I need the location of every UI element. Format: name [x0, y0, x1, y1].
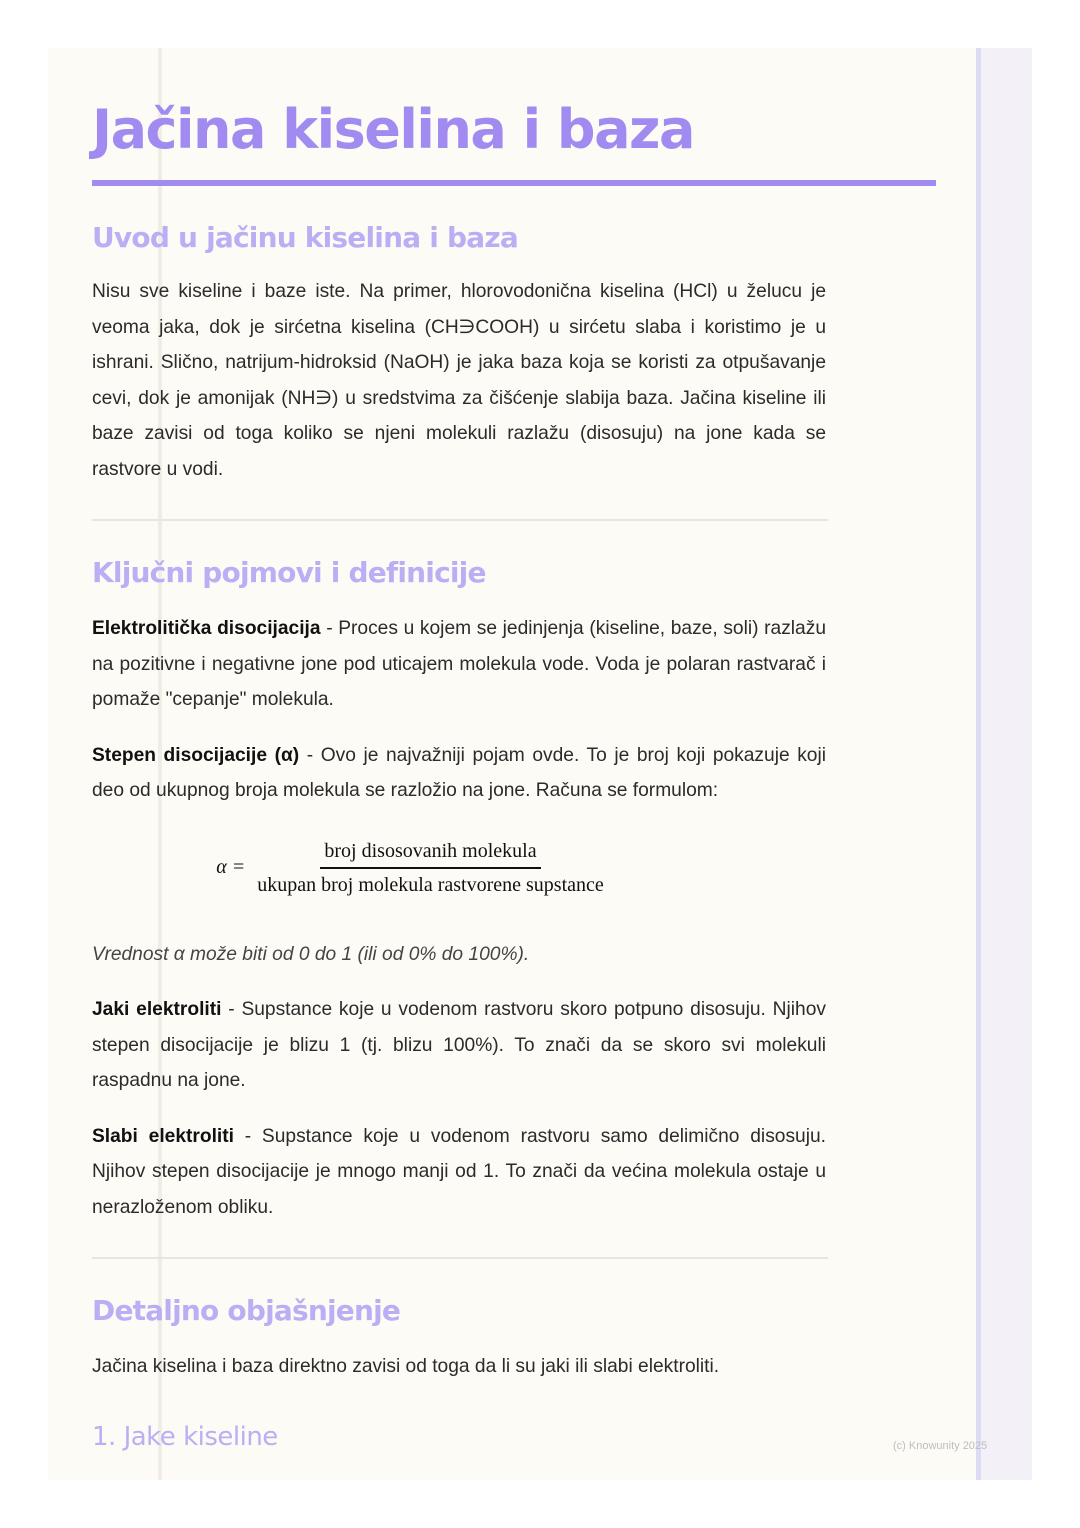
right-margin-strip	[976, 48, 1032, 1480]
definition-strong-electrolytes	[92, 992, 826, 1099]
page-title: Jačina kiselina i baza	[92, 98, 694, 161]
subheading-strong-acids: 1. Jake kiseline	[92, 1421, 278, 1452]
definition-text: - Ovo je najvažniji pojam ovde. To je broj koji pokazuje koji deo od ukupnog broja molekula se razložio na jone. Računa se formulom:	[92, 744, 826, 801]
definition-text: - Supstance koje u vodenom rastvoru samo delimično disosuju. Njihov stepen disocijacije je mnogo manji od 1. To znači da većina molekula ostaje u nerazloženom obliku.	[92, 1125, 826, 1218]
formula-fraction	[253, 839, 608, 897]
document-content	[92, 96, 826, 1455]
definition-text: - Proces u kojem se jedinjenja (kiseline, baze, soli) razlažu na pozitivne i negativne jone pod uticajem molekula vode. Voda je polaran rastvarač i pomaže "cepanje" molekula.	[92, 618, 826, 710]
term-degree-of-dissociation: Stepen disocijacije (α)	[92, 744, 300, 766]
document-page	[48, 48, 1032, 1480]
details-paragraph: Jačina kiselina i baza direktno zavisi od toga da li su jaki ili slabi elektroliti.	[92, 1356, 720, 1377]
alpha-range-note: Vrednost α može biti od 0 do 1 (ili od 0% do 100%).	[92, 943, 530, 965]
definition-degree-of-dissociation	[92, 738, 826, 809]
section-heading-key-terms: Ključni pojmovi i definicije	[92, 556, 486, 589]
term-strong-electrolytes: Jaki elektroliti	[92, 999, 222, 1020]
dissociation-formula	[48, 839, 826, 897]
definition-electrolytic-dissociation	[92, 611, 826, 718]
formula-lhs: α =	[216, 856, 246, 878]
term-weak-electrolytes: Slabi elektroliti	[92, 1125, 234, 1147]
right-margin-line	[976, 48, 981, 1480]
watermark: (c) Knowunity 2025	[893, 1440, 988, 1452]
section-heading-intro: Uvod u jačinu kiselina i baza	[92, 221, 518, 254]
formula-numerator: broj disosovanih molekula	[320, 839, 540, 869]
definition-text: - Supstance koje u vodenom rastvoru skoro potpuno disosuju. Njihov stepen disocijacije je blizu 1 (tj. blizu 100%). To znači da se skoro svi molekuli raspadnu na jone.	[92, 999, 826, 1091]
formula-denominator: ukupan broj molekula rastvorene supstance	[257, 873, 604, 896]
section-heading-details: Detaljno objašnjenje	[92, 1294, 401, 1327]
term-electrolytic-dissociation: Elektrolitička disocijacija	[92, 618, 321, 639]
intro-paragraph: Nisu sve kiseline i baze iste. Na primer, hlorovodonična kiselina (HCl) u želucu je veoma jaka, dok je sirćetna kiselina (CH∋COOH) u sirćetu slaba i koristimo je u ishrani. Slično, natrijum-hidroksid (NaOH) je jaka baza koja se koristi za otpušavanje cevi, dok je amonijak (NH∋) u sredstvima za čišćenje slabija baza. Jačina kiseline ili baze zavisi od toga koliko se njeni molekuli razlažu (disosuju) na jone kada se rastvore u vodi.	[92, 281, 826, 480]
definition-weak-electrolytes	[92, 1119, 826, 1226]
